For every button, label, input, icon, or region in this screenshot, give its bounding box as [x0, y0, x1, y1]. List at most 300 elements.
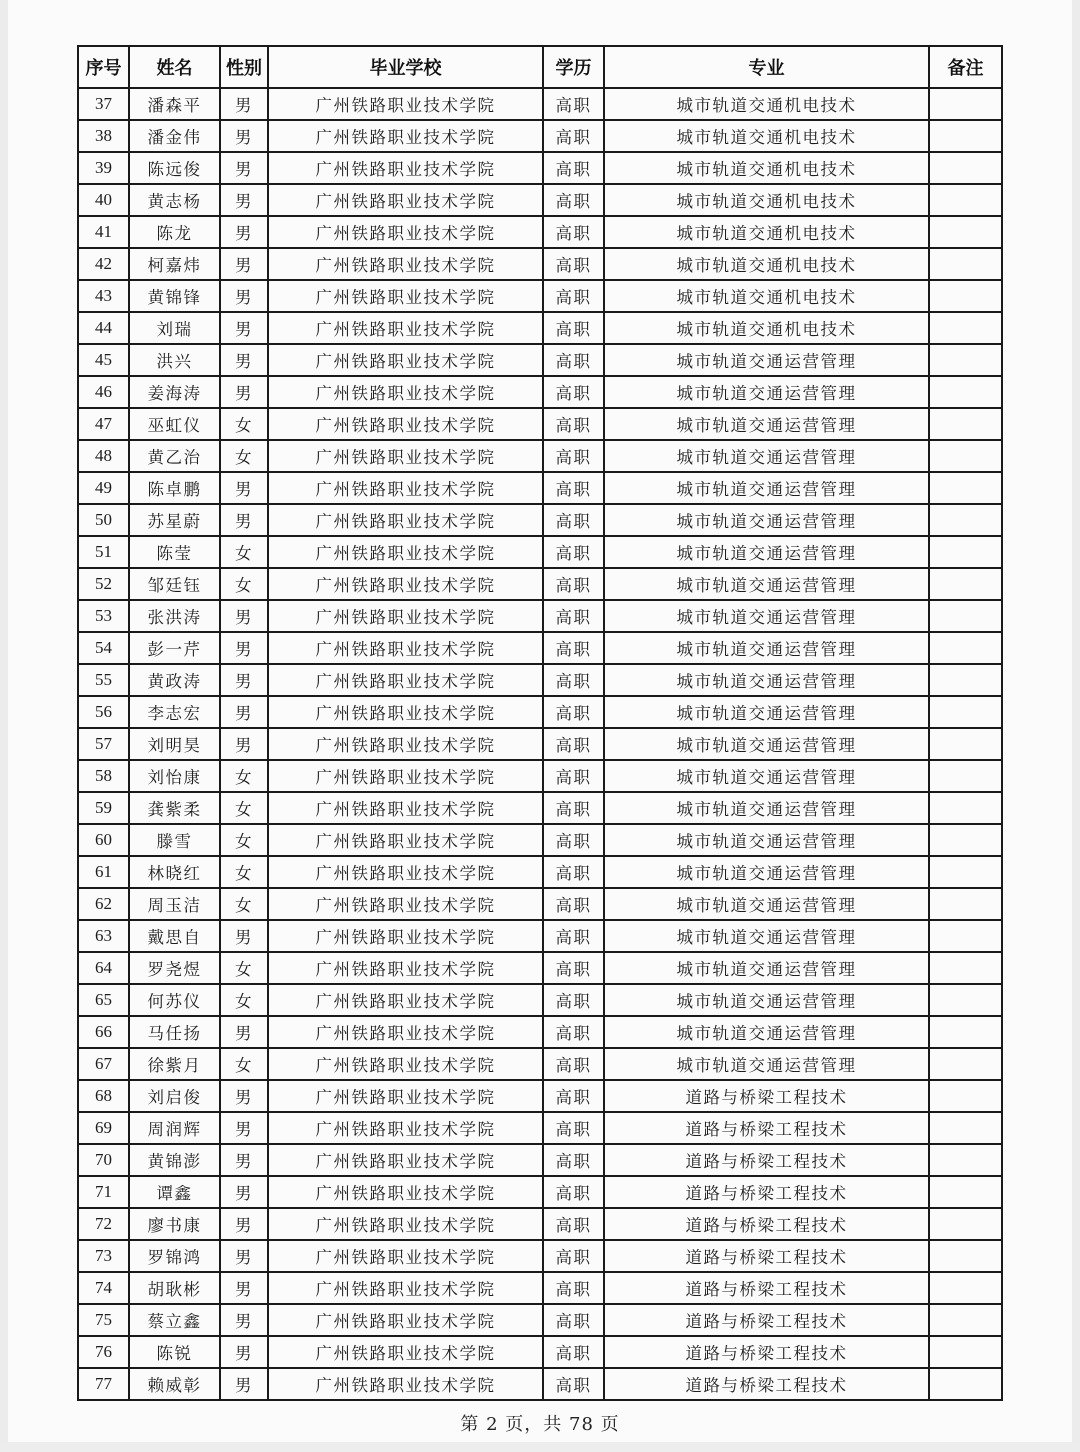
- roster-table: [77, 45, 1003, 1401]
- cell-remarks: [929, 728, 1002, 760]
- cell-name: 赖威彰: [129, 1368, 220, 1400]
- cell-name: 柯嘉炜: [129, 248, 220, 280]
- cell-gender: 女: [220, 856, 268, 888]
- cell-major: 城市轨道交通运营管理: [604, 920, 929, 952]
- cell-index: 49: [78, 472, 129, 504]
- cell-school: 广州铁路职业技术学院: [268, 1208, 543, 1240]
- cell-remarks: [929, 1368, 1002, 1400]
- cell-major: 城市轨道交通运营管理: [604, 952, 929, 984]
- table-row: [78, 728, 1002, 760]
- cell-school: 广州铁路职业技术学院: [268, 1144, 543, 1176]
- cell-school: 广州铁路职业技术学院: [268, 1016, 543, 1048]
- cell-index: 65: [78, 984, 129, 1016]
- cell-school: 广州铁路职业技术学院: [268, 344, 543, 376]
- cell-remarks: [929, 568, 1002, 600]
- cell-gender: 男: [220, 1304, 268, 1336]
- page-edge-left: [0, 0, 8, 1452]
- header-gender: 性别: [220, 46, 268, 88]
- table-row: [78, 568, 1002, 600]
- cell-education: 高职: [543, 88, 604, 120]
- cell-remarks: [929, 152, 1002, 184]
- cell-remarks: [929, 952, 1002, 984]
- cell-major: 道路与桥梁工程技术: [604, 1304, 929, 1336]
- cell-index: 76: [78, 1336, 129, 1368]
- cell-school: 广州铁路职业技术学院: [268, 632, 543, 664]
- cell-school: 广州铁路职业技术学院: [268, 824, 543, 856]
- cell-name: 何苏仪: [129, 984, 220, 1016]
- table-row: [78, 312, 1002, 344]
- cell-gender: 女: [220, 1048, 268, 1080]
- cell-index: 52: [78, 568, 129, 600]
- cell-remarks: [929, 248, 1002, 280]
- cell-remarks: [929, 824, 1002, 856]
- cell-remarks: [929, 88, 1002, 120]
- cell-name: 黄志杨: [129, 184, 220, 216]
- cell-index: 42: [78, 248, 129, 280]
- cell-major: 城市轨道交通机电技术: [604, 312, 929, 344]
- cell-remarks: [929, 1336, 1002, 1368]
- cell-remarks: [929, 632, 1002, 664]
- cell-index: 47: [78, 408, 129, 440]
- cell-gender: 男: [220, 1368, 268, 1400]
- cell-remarks: [929, 504, 1002, 536]
- cell-remarks: [929, 1144, 1002, 1176]
- cell-education: 高职: [543, 1112, 604, 1144]
- cell-gender: 男: [220, 632, 268, 664]
- cell-gender: 女: [220, 536, 268, 568]
- table-row: [78, 952, 1002, 984]
- cell-index: 53: [78, 600, 129, 632]
- table-row: [78, 1112, 1002, 1144]
- cell-name: 张洪涛: [129, 600, 220, 632]
- cell-education: 高职: [543, 408, 604, 440]
- cell-education: 高职: [543, 632, 604, 664]
- cell-name: 胡耿彬: [129, 1272, 220, 1304]
- cell-education: 高职: [543, 1240, 604, 1272]
- table-row: [78, 632, 1002, 664]
- cell-school: 广州铁路职业技术学院: [268, 504, 543, 536]
- cell-index: 63: [78, 920, 129, 952]
- cell-index: 56: [78, 696, 129, 728]
- table-row: [78, 216, 1002, 248]
- cell-school: 广州铁路职业技术学院: [268, 664, 543, 696]
- cell-gender: 男: [220, 344, 268, 376]
- cell-education: 高职: [543, 536, 604, 568]
- cell-school: 广州铁路职业技术学院: [268, 760, 543, 792]
- cell-education: 高职: [543, 504, 604, 536]
- cell-name: 黄锦澎: [129, 1144, 220, 1176]
- header-education: 学历: [543, 46, 604, 88]
- cell-remarks: [929, 856, 1002, 888]
- cell-school: 广州铁路职业技术学院: [268, 536, 543, 568]
- page-number: 第 2 页，共 78 页: [460, 1414, 620, 1435]
- cell-remarks: [929, 920, 1002, 952]
- cell-gender: 男: [220, 696, 268, 728]
- table-row: [78, 1048, 1002, 1080]
- cell-education: 高职: [543, 440, 604, 472]
- cell-education: 高职: [543, 728, 604, 760]
- cell-remarks: [929, 1080, 1002, 1112]
- cell-major: 城市轨道交通运营管理: [604, 792, 929, 824]
- cell-remarks: [929, 472, 1002, 504]
- cell-index: 57: [78, 728, 129, 760]
- cell-remarks: [929, 984, 1002, 1016]
- table-row: [78, 1016, 1002, 1048]
- cell-school: 广州铁路职业技术学院: [268, 1368, 543, 1400]
- cell-education: 高职: [543, 1080, 604, 1112]
- cell-school: 广州铁路职业技术学院: [268, 152, 543, 184]
- cell-index: 70: [78, 1144, 129, 1176]
- cell-name: 陈卓鹏: [129, 472, 220, 504]
- cell-school: 广州铁路职业技术学院: [268, 312, 543, 344]
- cell-index: 48: [78, 440, 129, 472]
- cell-education: 高职: [543, 280, 604, 312]
- cell-education: 高职: [543, 792, 604, 824]
- table-row: [78, 1240, 1002, 1272]
- table-row: [78, 760, 1002, 792]
- cell-major: 城市轨道交通机电技术: [604, 184, 929, 216]
- header-remarks: 备注: [929, 46, 1002, 88]
- cell-name: 谭鑫: [129, 1176, 220, 1208]
- header-name: 姓名: [129, 46, 220, 88]
- cell-index: 41: [78, 216, 129, 248]
- cell-school: 广州铁路职业技术学院: [268, 984, 543, 1016]
- cell-school: 广州铁路职业技术学院: [268, 600, 543, 632]
- cell-name: 黄乙治: [129, 440, 220, 472]
- cell-major: 城市轨道交通运营管理: [604, 824, 929, 856]
- header-major: 专业: [604, 46, 929, 88]
- cell-gender: 男: [220, 1176, 268, 1208]
- cell-major: 城市轨道交通机电技术: [604, 152, 929, 184]
- cell-gender: 男: [220, 600, 268, 632]
- cell-remarks: [929, 312, 1002, 344]
- cell-education: 高职: [543, 568, 604, 600]
- cell-name: 姜海涛: [129, 376, 220, 408]
- cell-remarks: [929, 1016, 1002, 1048]
- cell-gender: 女: [220, 408, 268, 440]
- cell-remarks: [929, 280, 1002, 312]
- cell-gender: 女: [220, 440, 268, 472]
- cell-education: 高职: [543, 856, 604, 888]
- cell-remarks: [929, 1112, 1002, 1144]
- cell-school: 广州铁路职业技术学院: [268, 1080, 543, 1112]
- cell-remarks: [929, 184, 1002, 216]
- cell-gender: 男: [220, 312, 268, 344]
- cell-remarks: [929, 536, 1002, 568]
- cell-index: 37: [78, 88, 129, 120]
- cell-name: 刘启俊: [129, 1080, 220, 1112]
- cell-major: 道路与桥梁工程技术: [604, 1272, 929, 1304]
- table-row: [78, 120, 1002, 152]
- cell-education: 高职: [543, 312, 604, 344]
- cell-school: 广州铁路职业技术学院: [268, 1176, 543, 1208]
- cell-education: 高职: [543, 664, 604, 696]
- cell-school: 广州铁路职业技术学院: [268, 952, 543, 984]
- cell-school: 广州铁路职业技术学院: [268, 472, 543, 504]
- cell-index: 55: [78, 664, 129, 696]
- cell-name: 罗锦鸿: [129, 1240, 220, 1272]
- table-row: [78, 1304, 1002, 1336]
- cell-gender: 男: [220, 1240, 268, 1272]
- cell-name: 罗尧煜: [129, 952, 220, 984]
- cell-education: 高职: [543, 1336, 604, 1368]
- table-row: [78, 1272, 1002, 1304]
- table-row: [78, 1176, 1002, 1208]
- cell-name: 潘金伟: [129, 120, 220, 152]
- cell-remarks: [929, 1240, 1002, 1272]
- table-row: [78, 1368, 1002, 1400]
- table-row: [78, 856, 1002, 888]
- cell-name: 苏星蔚: [129, 504, 220, 536]
- cell-school: 广州铁路职业技术学院: [268, 216, 543, 248]
- cell-education: 高职: [543, 1208, 604, 1240]
- cell-education: 高职: [543, 1176, 604, 1208]
- cell-name: 陈莹: [129, 536, 220, 568]
- table-row: [78, 664, 1002, 696]
- cell-school: 广州铁路职业技术学院: [268, 120, 543, 152]
- cell-gender: 男: [220, 728, 268, 760]
- page-edge-right: [1072, 0, 1080, 1452]
- cell-education: 高职: [543, 216, 604, 248]
- cell-remarks: [929, 1272, 1002, 1304]
- cell-major: 道路与桥梁工程技术: [604, 1208, 929, 1240]
- cell-major: 城市轨道交通运营管理: [604, 888, 929, 920]
- cell-major: 城市轨道交通运营管理: [604, 408, 929, 440]
- cell-name: 陈锐: [129, 1336, 220, 1368]
- table-row: [78, 696, 1002, 728]
- cell-remarks: [929, 376, 1002, 408]
- cell-index: 68: [78, 1080, 129, 1112]
- table-row: [78, 920, 1002, 952]
- cell-gender: 男: [220, 376, 268, 408]
- cell-name: 巫虹仪: [129, 408, 220, 440]
- cell-index: 69: [78, 1112, 129, 1144]
- cell-index: 61: [78, 856, 129, 888]
- table-row: [78, 1336, 1002, 1368]
- cell-name: 洪兴: [129, 344, 220, 376]
- cell-index: 39: [78, 152, 129, 184]
- cell-index: 64: [78, 952, 129, 984]
- cell-school: 广州铁路职业技术学院: [268, 1240, 543, 1272]
- cell-name: 陈龙: [129, 216, 220, 248]
- cell-index: 74: [78, 1272, 129, 1304]
- header-index: 序号: [78, 46, 129, 88]
- cell-remarks: [929, 600, 1002, 632]
- table-row: [78, 88, 1002, 120]
- cell-major: 城市轨道交通运营管理: [604, 664, 929, 696]
- table-row: [78, 1208, 1002, 1240]
- cell-major: 城市轨道交通运营管理: [604, 1016, 929, 1048]
- cell-gender: 男: [220, 280, 268, 312]
- cell-remarks: [929, 408, 1002, 440]
- table-row: [78, 536, 1002, 568]
- cell-name: 李志宏: [129, 696, 220, 728]
- cell-gender: 女: [220, 984, 268, 1016]
- cell-gender: 女: [220, 760, 268, 792]
- cell-major: 城市轨道交通机电技术: [604, 88, 929, 120]
- table-row: [78, 344, 1002, 376]
- table-row: [78, 984, 1002, 1016]
- cell-major: 道路与桥梁工程技术: [604, 1240, 929, 1272]
- header-row: [78, 46, 1002, 88]
- cell-gender: 女: [220, 888, 268, 920]
- cell-name: 刘怡康: [129, 760, 220, 792]
- cell-name: 刘明昊: [129, 728, 220, 760]
- cell-index: 50: [78, 504, 129, 536]
- cell-gender: 男: [220, 664, 268, 696]
- cell-gender: 女: [220, 952, 268, 984]
- cell-school: 广州铁路职业技术学院: [268, 728, 543, 760]
- cell-gender: 男: [220, 1272, 268, 1304]
- cell-gender: 男: [220, 472, 268, 504]
- cell-index: 51: [78, 536, 129, 568]
- page-edge-bottom: [0, 1442, 1080, 1452]
- table-body: [78, 88, 1002, 1400]
- cell-index: 38: [78, 120, 129, 152]
- cell-gender: 女: [220, 568, 268, 600]
- cell-remarks: [929, 760, 1002, 792]
- cell-education: 高职: [543, 472, 604, 504]
- cell-remarks: [929, 664, 1002, 696]
- cell-index: 58: [78, 760, 129, 792]
- cell-gender: 男: [220, 1016, 268, 1048]
- cell-major: 城市轨道交通机电技术: [604, 248, 929, 280]
- cell-major: 城市轨道交通运营管理: [604, 728, 929, 760]
- cell-major: 城市轨道交通机电技术: [604, 216, 929, 248]
- cell-major: 城市轨道交通运营管理: [604, 344, 929, 376]
- cell-education: 高职: [543, 248, 604, 280]
- cell-remarks: [929, 440, 1002, 472]
- cell-remarks: [929, 1208, 1002, 1240]
- cell-school: 广州铁路职业技术学院: [268, 856, 543, 888]
- cell-index: 73: [78, 1240, 129, 1272]
- cell-school: 广州铁路职业技术学院: [268, 440, 543, 472]
- cell-index: 66: [78, 1016, 129, 1048]
- cell-major: 城市轨道交通运营管理: [604, 376, 929, 408]
- table-row: [78, 1144, 1002, 1176]
- cell-school: 广州铁路职业技术学院: [268, 184, 543, 216]
- cell-education: 高职: [543, 1144, 604, 1176]
- cell-major: 道路与桥梁工程技术: [604, 1176, 929, 1208]
- cell-index: 46: [78, 376, 129, 408]
- table-row: [78, 504, 1002, 536]
- cell-name: 邹廷钰: [129, 568, 220, 600]
- cell-gender: 男: [220, 248, 268, 280]
- cell-education: 高职: [543, 600, 604, 632]
- cell-remarks: [929, 1304, 1002, 1336]
- cell-name: 龚紫柔: [129, 792, 220, 824]
- table-header: [78, 46, 1002, 88]
- cell-remarks: [929, 696, 1002, 728]
- table-row: [78, 152, 1002, 184]
- cell-index: 62: [78, 888, 129, 920]
- cell-major: 城市轨道交通运营管理: [604, 696, 929, 728]
- cell-school: 广州铁路职业技术学院: [268, 1272, 543, 1304]
- cell-education: 高职: [543, 1048, 604, 1080]
- cell-index: 40: [78, 184, 129, 216]
- cell-name: 刘瑞: [129, 312, 220, 344]
- cell-major: 城市轨道交通运营管理: [604, 1048, 929, 1080]
- cell-name: 潘森平: [129, 88, 220, 120]
- table-row: [78, 280, 1002, 312]
- cell-school: 广州铁路职业技术学院: [268, 408, 543, 440]
- cell-major: 城市轨道交通运营管理: [604, 472, 929, 504]
- cell-education: 高职: [543, 184, 604, 216]
- cell-school: 广州铁路职业技术学院: [268, 376, 543, 408]
- cell-major: 城市轨道交通运营管理: [604, 856, 929, 888]
- cell-index: 54: [78, 632, 129, 664]
- cell-education: 高职: [543, 1272, 604, 1304]
- table-row: [78, 248, 1002, 280]
- cell-index: 67: [78, 1048, 129, 1080]
- cell-school: 广州铁路职业技术学院: [268, 1336, 543, 1368]
- cell-name: 滕雪: [129, 824, 220, 856]
- cell-education: 高职: [543, 696, 604, 728]
- cell-school: 广州铁路职业技术学院: [268, 1304, 543, 1336]
- cell-major: 道路与桥梁工程技术: [604, 1112, 929, 1144]
- cell-remarks: [929, 120, 1002, 152]
- table-row: [78, 888, 1002, 920]
- cell-major: 城市轨道交通运营管理: [604, 760, 929, 792]
- cell-major: 城市轨道交通运营管理: [604, 600, 929, 632]
- cell-gender: 男: [220, 504, 268, 536]
- cell-gender: 男: [220, 88, 268, 120]
- cell-school: 广州铁路职业技术学院: [268, 280, 543, 312]
- cell-school: 广州铁路职业技术学院: [268, 1048, 543, 1080]
- header-school: 毕业学校: [268, 46, 543, 88]
- cell-major: 城市轨道交通运营管理: [604, 632, 929, 664]
- cell-education: 高职: [543, 1016, 604, 1048]
- cell-school: 广州铁路职业技术学院: [268, 696, 543, 728]
- cell-remarks: [929, 792, 1002, 824]
- cell-major: 道路与桥梁工程技术: [604, 1368, 929, 1400]
- cell-name: 陈远俊: [129, 152, 220, 184]
- cell-gender: 男: [220, 216, 268, 248]
- cell-education: 高职: [543, 1304, 604, 1336]
- table-row: [78, 824, 1002, 856]
- cell-education: 高职: [543, 152, 604, 184]
- cell-gender: 女: [220, 824, 268, 856]
- table-row: [78, 600, 1002, 632]
- cell-gender: 男: [220, 920, 268, 952]
- cell-index: 71: [78, 1176, 129, 1208]
- cell-remarks: [929, 1176, 1002, 1208]
- cell-gender: 女: [220, 792, 268, 824]
- cell-major: 城市轨道交通运营管理: [604, 568, 929, 600]
- cell-name: 戴思自: [129, 920, 220, 952]
- cell-education: 高职: [543, 344, 604, 376]
- cell-education: 高职: [543, 952, 604, 984]
- cell-remarks: [929, 216, 1002, 248]
- cell-education: 高职: [543, 120, 604, 152]
- cell-gender: 男: [220, 184, 268, 216]
- cell-remarks: [929, 1048, 1002, 1080]
- cell-school: 广州铁路职业技术学院: [268, 920, 543, 952]
- table-row: [78, 376, 1002, 408]
- cell-name: 周玉洁: [129, 888, 220, 920]
- cell-gender: 男: [220, 1080, 268, 1112]
- cell-index: 59: [78, 792, 129, 824]
- cell-gender: 男: [220, 1144, 268, 1176]
- table-row: [78, 440, 1002, 472]
- cell-index: 60: [78, 824, 129, 856]
- cell-major: 城市轨道交通运营管理: [604, 984, 929, 1016]
- cell-index: 43: [78, 280, 129, 312]
- cell-name: 黄锦锋: [129, 280, 220, 312]
- cell-name: 黄政涛: [129, 664, 220, 696]
- cell-education: 高职: [543, 376, 604, 408]
- cell-major: 道路与桥梁工程技术: [604, 1336, 929, 1368]
